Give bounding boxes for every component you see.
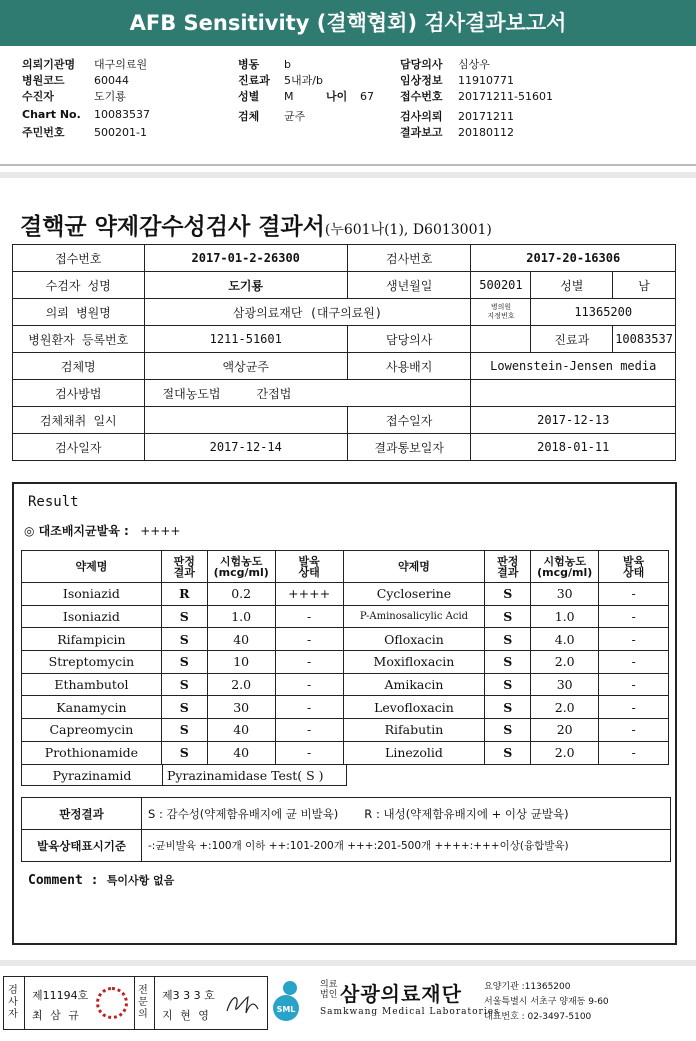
drug-conc: 20 — [531, 719, 599, 742]
field-value: b — [284, 58, 291, 71]
drug-result: S — [161, 741, 207, 764]
drug-growth: - — [599, 628, 669, 651]
divider — [24, 977, 25, 1029]
info-label: 사용배지 — [347, 353, 471, 380]
field-value: 심상우 — [458, 58, 490, 71]
received-date: 2017-12-13 — [471, 407, 676, 434]
drug-row — [22, 696, 669, 719]
examiner-label: 검사자 — [8, 985, 18, 1020]
drug-name: Prothionamide — [22, 741, 162, 764]
col-growth-1: 발육 — [622, 554, 645, 568]
col-growth — [275, 551, 343, 583]
field-label: 담당의사 — [400, 58, 443, 71]
col-judge-2: 결과 — [497, 565, 519, 579]
org-info — [484, 980, 609, 1025]
hosp-code-label-1: 병의원 — [490, 303, 512, 311]
test-number: 2017-20-16306 — [471, 245, 676, 272]
drug-growth: - — [599, 651, 669, 674]
drug-table-header — [22, 551, 669, 583]
divider — [134, 977, 135, 1029]
field-label: 임상정보 — [400, 74, 443, 87]
examiner-license: 제11194호 — [32, 989, 89, 1002]
info-label: 검사번호 — [347, 245, 471, 272]
drug-conc: 40 — [207, 741, 275, 764]
collection-date — [144, 407, 347, 434]
pyrazinamid-row — [21, 764, 347, 786]
divider — [0, 172, 696, 178]
col-growth-1: 발육 — [298, 554, 320, 568]
field-value: 대구의료원 — [94, 58, 148, 71]
drug-result: S — [485, 696, 531, 719]
registration-number: 1211-51601 — [144, 326, 347, 353]
info-label: 검사일자 — [13, 434, 145, 461]
notify-date: 2018-01-11 — [471, 434, 676, 461]
org-info-line: 서울특별시 서초구 양재동 9-60 — [484, 997, 609, 1007]
birth-date: 500201 — [471, 272, 531, 299]
drug-result: S — [485, 628, 531, 651]
field-value: 균주 — [284, 110, 306, 123]
info-label: 결과통보일자 — [347, 434, 471, 461]
col-drug: 약제명 — [22, 551, 162, 583]
age-label: 나이 — [326, 90, 348, 103]
info-label: 접수일자 — [347, 407, 471, 434]
control-growth-label: ◎ 대조배지균발육 : — [24, 524, 129, 538]
drug-name: Moxifloxacin — [343, 651, 485, 674]
drug-result: S — [161, 605, 207, 628]
org-info-line: 대표번호 : 02-3497-5100 — [484, 1012, 592, 1022]
drug-name: Capreomycin — [22, 719, 162, 742]
drug-name: Streptomycin — [22, 651, 162, 674]
org-name: 삼광의료재단 — [340, 982, 462, 1006]
drug-name: Isoniazid — [22, 605, 162, 628]
control-growth-value: ++++ — [140, 524, 181, 538]
field-label: 수진자 — [22, 90, 54, 103]
document-code: (누601나(1), D6013001) — [324, 222, 492, 238]
patient-sex: 남 — [613, 272, 676, 299]
method-1: 절대농도법 — [162, 386, 221, 401]
org-english-name: Samkwang Medical Laboratories — [320, 1007, 500, 1017]
hospital-code: 11365200 — [531, 299, 676, 326]
info-label: 담당의사 — [347, 326, 471, 353]
drug-table — [21, 550, 669, 765]
drug-growth: - — [275, 719, 343, 742]
comment — [28, 872, 174, 888]
report-title: AFB Sensitivity (결핵협회) 검사결과보고서 — [0, 0, 696, 46]
drug-name: Rifabutin — [343, 719, 485, 742]
drug-growth: - — [599, 741, 669, 764]
drug-name: Kanamycin — [22, 696, 162, 719]
drug-name: Rifampicin — [22, 628, 162, 651]
drug-growth: - — [599, 605, 669, 628]
drug-name: Ofloxacin — [343, 628, 485, 651]
drug-result: S — [485, 605, 531, 628]
drug-row — [22, 741, 669, 764]
field-value: 60044 — [94, 74, 129, 87]
divider — [154, 977, 155, 1029]
method-2: 간접법 — [256, 386, 292, 401]
drug-row — [22, 719, 669, 742]
comment-text: 특이사항 없음 — [106, 874, 175, 887]
drug-name: Amikacin — [343, 673, 485, 696]
org-info-line: 요양기관 :11365200 — [484, 982, 571, 992]
drug-conc: 40 — [207, 719, 275, 742]
field-label: 병동 — [238, 58, 260, 71]
drug-result: S — [161, 651, 207, 674]
col-drug: 약제명 — [343, 551, 485, 583]
pyrazinamid-name: Pyrazinamid — [22, 765, 163, 786]
field-value: M — [284, 90, 294, 103]
drug-conc: 2.0 — [531, 696, 599, 719]
hosp-code-label-2: 지정번호 — [487, 312, 515, 320]
header-col2 — [238, 56, 374, 124]
seal-icon — [96, 987, 128, 1019]
drug-conc: 4.0 — [531, 628, 599, 651]
growth-legend-label: 발육상태표시기준 — [22, 830, 142, 862]
examiner-name: 최 삼 규 — [32, 1009, 81, 1022]
field-label: Chart No. — [22, 108, 81, 121]
field-label: 결과보고 — [400, 126, 443, 139]
drug-growth: - — [599, 583, 669, 606]
col-growth-2: 상태 — [298, 565, 320, 579]
age-value: 67 — [360, 90, 374, 103]
drug-conc: 30 — [531, 673, 599, 696]
info-label: 병원환자 등록번호 — [13, 326, 145, 353]
document-title — [20, 208, 492, 241]
drug-growth: - — [275, 696, 343, 719]
info-label — [471, 299, 531, 326]
field-label: 접수번호 — [400, 90, 443, 103]
col-judge — [485, 551, 531, 583]
drug-conc: 30 — [207, 696, 275, 719]
drug-result: S — [161, 673, 207, 696]
info-label: 검체명 — [13, 353, 145, 380]
field-value: 10083537 — [94, 108, 150, 121]
culture-medium: Lowenstein-Jensen media — [471, 353, 676, 380]
result-section — [12, 482, 677, 945]
field-value: 11910771 — [458, 74, 514, 87]
field-label: 검체 — [238, 110, 260, 123]
field-label: 주민번호 — [22, 126, 65, 139]
field-value: 20180112 — [458, 126, 514, 139]
specialist-license: 제3 3 3 호 — [162, 989, 215, 1002]
divider — [0, 960, 696, 966]
drug-result: S — [485, 651, 531, 674]
hospital-name: 삼광의료재단 (대구의료원) — [144, 299, 471, 326]
drug-name: Linezolid — [343, 741, 485, 764]
col-judge-2: 결과 — [173, 565, 195, 579]
control-growth — [24, 522, 180, 539]
judge-legend-s: S : 감수성(약제함유배지에 균 비발육) — [148, 806, 339, 821]
drug-growth: - — [599, 673, 669, 696]
info-label: 성별 — [531, 272, 613, 299]
empty-cell — [471, 380, 676, 407]
info-label: 검사방법 — [13, 380, 145, 407]
col-conc-2: (mcg/ml) — [537, 565, 593, 579]
drug-result: R — [161, 583, 207, 606]
drug-conc: 2.0 — [531, 651, 599, 674]
drug-growth: - — [599, 696, 669, 719]
drug-conc: 2.0 — [207, 673, 275, 696]
drug-name: P-Aminosalicylic Acid — [343, 605, 485, 628]
drug-name: Isoniazid — [22, 583, 162, 606]
judge-legend-r: R : 내성(약제함유배지에 + 이상 균발육) — [364, 806, 569, 821]
drug-name: Levofloxacin — [343, 696, 485, 719]
field-label: 성별 — [238, 90, 260, 103]
result-label: Result — [28, 494, 79, 510]
test-date: 2017-12-14 — [144, 434, 347, 461]
drug-name: Cycloserine — [343, 583, 485, 606]
drug-growth: - — [275, 651, 343, 674]
info-label: 의뢰 병원명 — [13, 299, 145, 326]
drug-result: S — [161, 628, 207, 651]
drug-result: S — [161, 696, 207, 719]
logo-text: SML — [276, 1005, 296, 1014]
signature-icon — [222, 989, 262, 1019]
col-judge-1: 판정 — [497, 554, 519, 568]
drug-result: S — [485, 583, 531, 606]
field-label: 진료과 — [238, 74, 270, 87]
drug-name: Ethambutol — [22, 673, 162, 696]
drug-row — [22, 605, 669, 628]
drug-conc: 40 — [207, 628, 275, 651]
info-label: 수검자 성명 — [13, 272, 145, 299]
info-label: 접수번호 — [13, 245, 145, 272]
patient-info-table — [12, 244, 676, 461]
col-conc — [207, 551, 275, 583]
field-label: 검사의뢰 — [400, 110, 443, 123]
judge-legend — [142, 798, 671, 830]
drug-growth: ++++ — [275, 583, 343, 606]
growth-legend: -:균비발육 +:100개 이하 ++:101-200개 +++:201-500개 ++++:+++이상(융합발육) — [142, 830, 671, 862]
field-value: 20171211 — [458, 110, 514, 123]
drug-result: S — [485, 741, 531, 764]
col-growth-2: 상태 — [622, 565, 645, 579]
drug-result: S — [485, 673, 531, 696]
col-growth — [599, 551, 669, 583]
col-conc — [531, 551, 599, 583]
legend-table — [21, 797, 671, 862]
field-label: 의뢰기관명 — [22, 58, 76, 71]
drug-conc: 1.0 — [531, 605, 599, 628]
doctor-name — [471, 326, 531, 353]
drug-result: S — [485, 719, 531, 742]
drug-growth: - — [275, 605, 343, 628]
drug-conc: 1.0 — [207, 605, 275, 628]
drug-row — [22, 651, 669, 674]
org-prefix: 의료법인 — [320, 980, 338, 1000]
field-value: 도기룡 — [94, 90, 126, 103]
department: 10083537 — [613, 326, 676, 353]
specialist-label: 전문의 — [138, 985, 148, 1020]
drug-growth: - — [275, 741, 343, 764]
specimen: 액상균주 — [144, 353, 347, 380]
report-header — [0, 48, 696, 166]
col-judge-1: 판정 — [173, 554, 195, 568]
patient-name: 도기룡 — [144, 272, 347, 299]
col-conc-2: (mcg/ml) — [213, 565, 269, 579]
document-title-text: 결핵균 약제감수성검사 결과서 — [20, 213, 325, 240]
judge-legend-label: 판정결과 — [22, 798, 142, 830]
drug-conc: 0.2 — [207, 583, 275, 606]
info-label: 검체채취 일시 — [13, 407, 145, 434]
field-value: 500201-1 — [94, 126, 147, 139]
drug-growth: - — [275, 673, 343, 696]
field-value: 20171211-51601 — [458, 90, 553, 103]
col-judge — [161, 551, 207, 583]
sml-logo-icon — [272, 976, 310, 1026]
field-value: 5내과/b — [284, 74, 323, 87]
drug-conc: 10 — [207, 651, 275, 674]
drug-growth: - — [275, 628, 343, 651]
info-label: 진료과 — [531, 326, 613, 353]
header-col3 — [400, 56, 553, 140]
specialist-name: 지 현 영 — [162, 1009, 211, 1022]
drug-conc: 30 — [531, 583, 599, 606]
drug-row — [22, 673, 669, 696]
drug-row — [22, 583, 669, 606]
drug-table-body — [22, 583, 669, 765]
drug-growth: - — [599, 719, 669, 742]
test-method — [144, 380, 471, 407]
drug-conc: 2.0 — [531, 741, 599, 764]
drug-row — [22, 628, 669, 651]
signature-box — [3, 976, 268, 1030]
field-label: 병원코드 — [22, 74, 65, 87]
info-label: 생년월일 — [347, 272, 471, 299]
col-conc-1: 시험농도 — [543, 554, 586, 568]
reception-number: 2017-01-2-26300 — [144, 245, 347, 272]
col-conc-1: 시험농도 — [219, 554, 263, 568]
pyrazinamid-value: Pyrazinamidase Test( S ) — [163, 765, 347, 786]
drug-result: S — [161, 719, 207, 742]
comment-label: Comment : — [28, 873, 99, 888]
header-col1 — [22, 56, 150, 140]
